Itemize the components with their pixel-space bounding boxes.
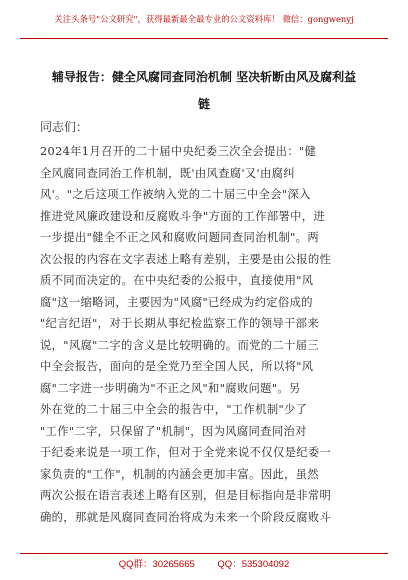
body-line: 外在党的二十届三中全会的报告中，"工作机制"少了 (40, 403, 308, 416)
page-header-banner: 关注头条号"公文研究"，获得最新最全最专业的公文资料库！ 微信：gongwenyj (54, 14, 354, 24)
document-body (40, 141, 370, 528)
body-line: 推进党风廉政建设和反腐败斗争"方面的工作部署中，进 (40, 209, 326, 223)
body-line: 全风腐同查同治工作机制，既'由风查腐'又'由腐纠 (40, 166, 295, 180)
body-line: "工作"二字，只保留了"机制"，因为风腐同查同治对 (40, 424, 307, 438)
body-line: 质不同而决定的。在中央纪委的公报中，直接使用"风 (40, 274, 314, 287)
qq-contact-text: QQ：535304092 (217, 559, 290, 570)
body-line: 风'。"之后这项工作被纳入党的二十届三中全会"深入 (40, 188, 311, 201)
footer-divider (20, 553, 388, 554)
qq-group-text: QQ群：30265665 (118, 559, 195, 570)
salutation: 同志们： (40, 120, 89, 134)
body-line: 家负责的"工作"，机制的内涵会更加丰富。因此，虽然 (40, 467, 319, 481)
body-line: "纪言纪语"，对于长期从事纪检监察工作的领导干部来 (40, 317, 319, 330)
title-line-1: 辅导报告：健全风腐同查同治机制 坚决斩断由风及腐利益 (51, 70, 357, 84)
body-line: 2024年1月召开的二十届中央纪委三次全会提出："健 (40, 145, 317, 158)
body-line: 腐"这一缩略词，主要因为"风腐"已经成为约定俗成的 (40, 295, 313, 309)
page-footer (0, 556, 408, 570)
header-divider (20, 38, 388, 39)
body-line: 一步提出"健全不正之风和腐败问题同查同治机制"。两 (40, 231, 319, 244)
body-line: 于纪委来说是一项工作，但对于全党来说不仅仅是纪委一 (40, 446, 332, 459)
body-line: 确的，那就是风腐同查同治将成为未来一个阶段反腐败斗 (40, 510, 332, 524)
body-line: 两次公报在语言表述上略有区别，但是目标指向是非常明 (40, 489, 332, 502)
body-line: 腐"二字进一步明确为"不正之风"和"腐败问题"。另 (40, 381, 301, 395)
body-line: 中全会报告，面向的是全党乃至全国人民，所以将"风 (40, 360, 314, 373)
title-line-2: 链 (197, 97, 210, 111)
body-line: 次公报的内容在文字表述上略有差别，主要是由公报的性 (40, 252, 332, 266)
document-title (40, 64, 368, 118)
body-line: 说，"风腐"二字的含义是比较明确的。而党的二十届三 (40, 338, 319, 352)
